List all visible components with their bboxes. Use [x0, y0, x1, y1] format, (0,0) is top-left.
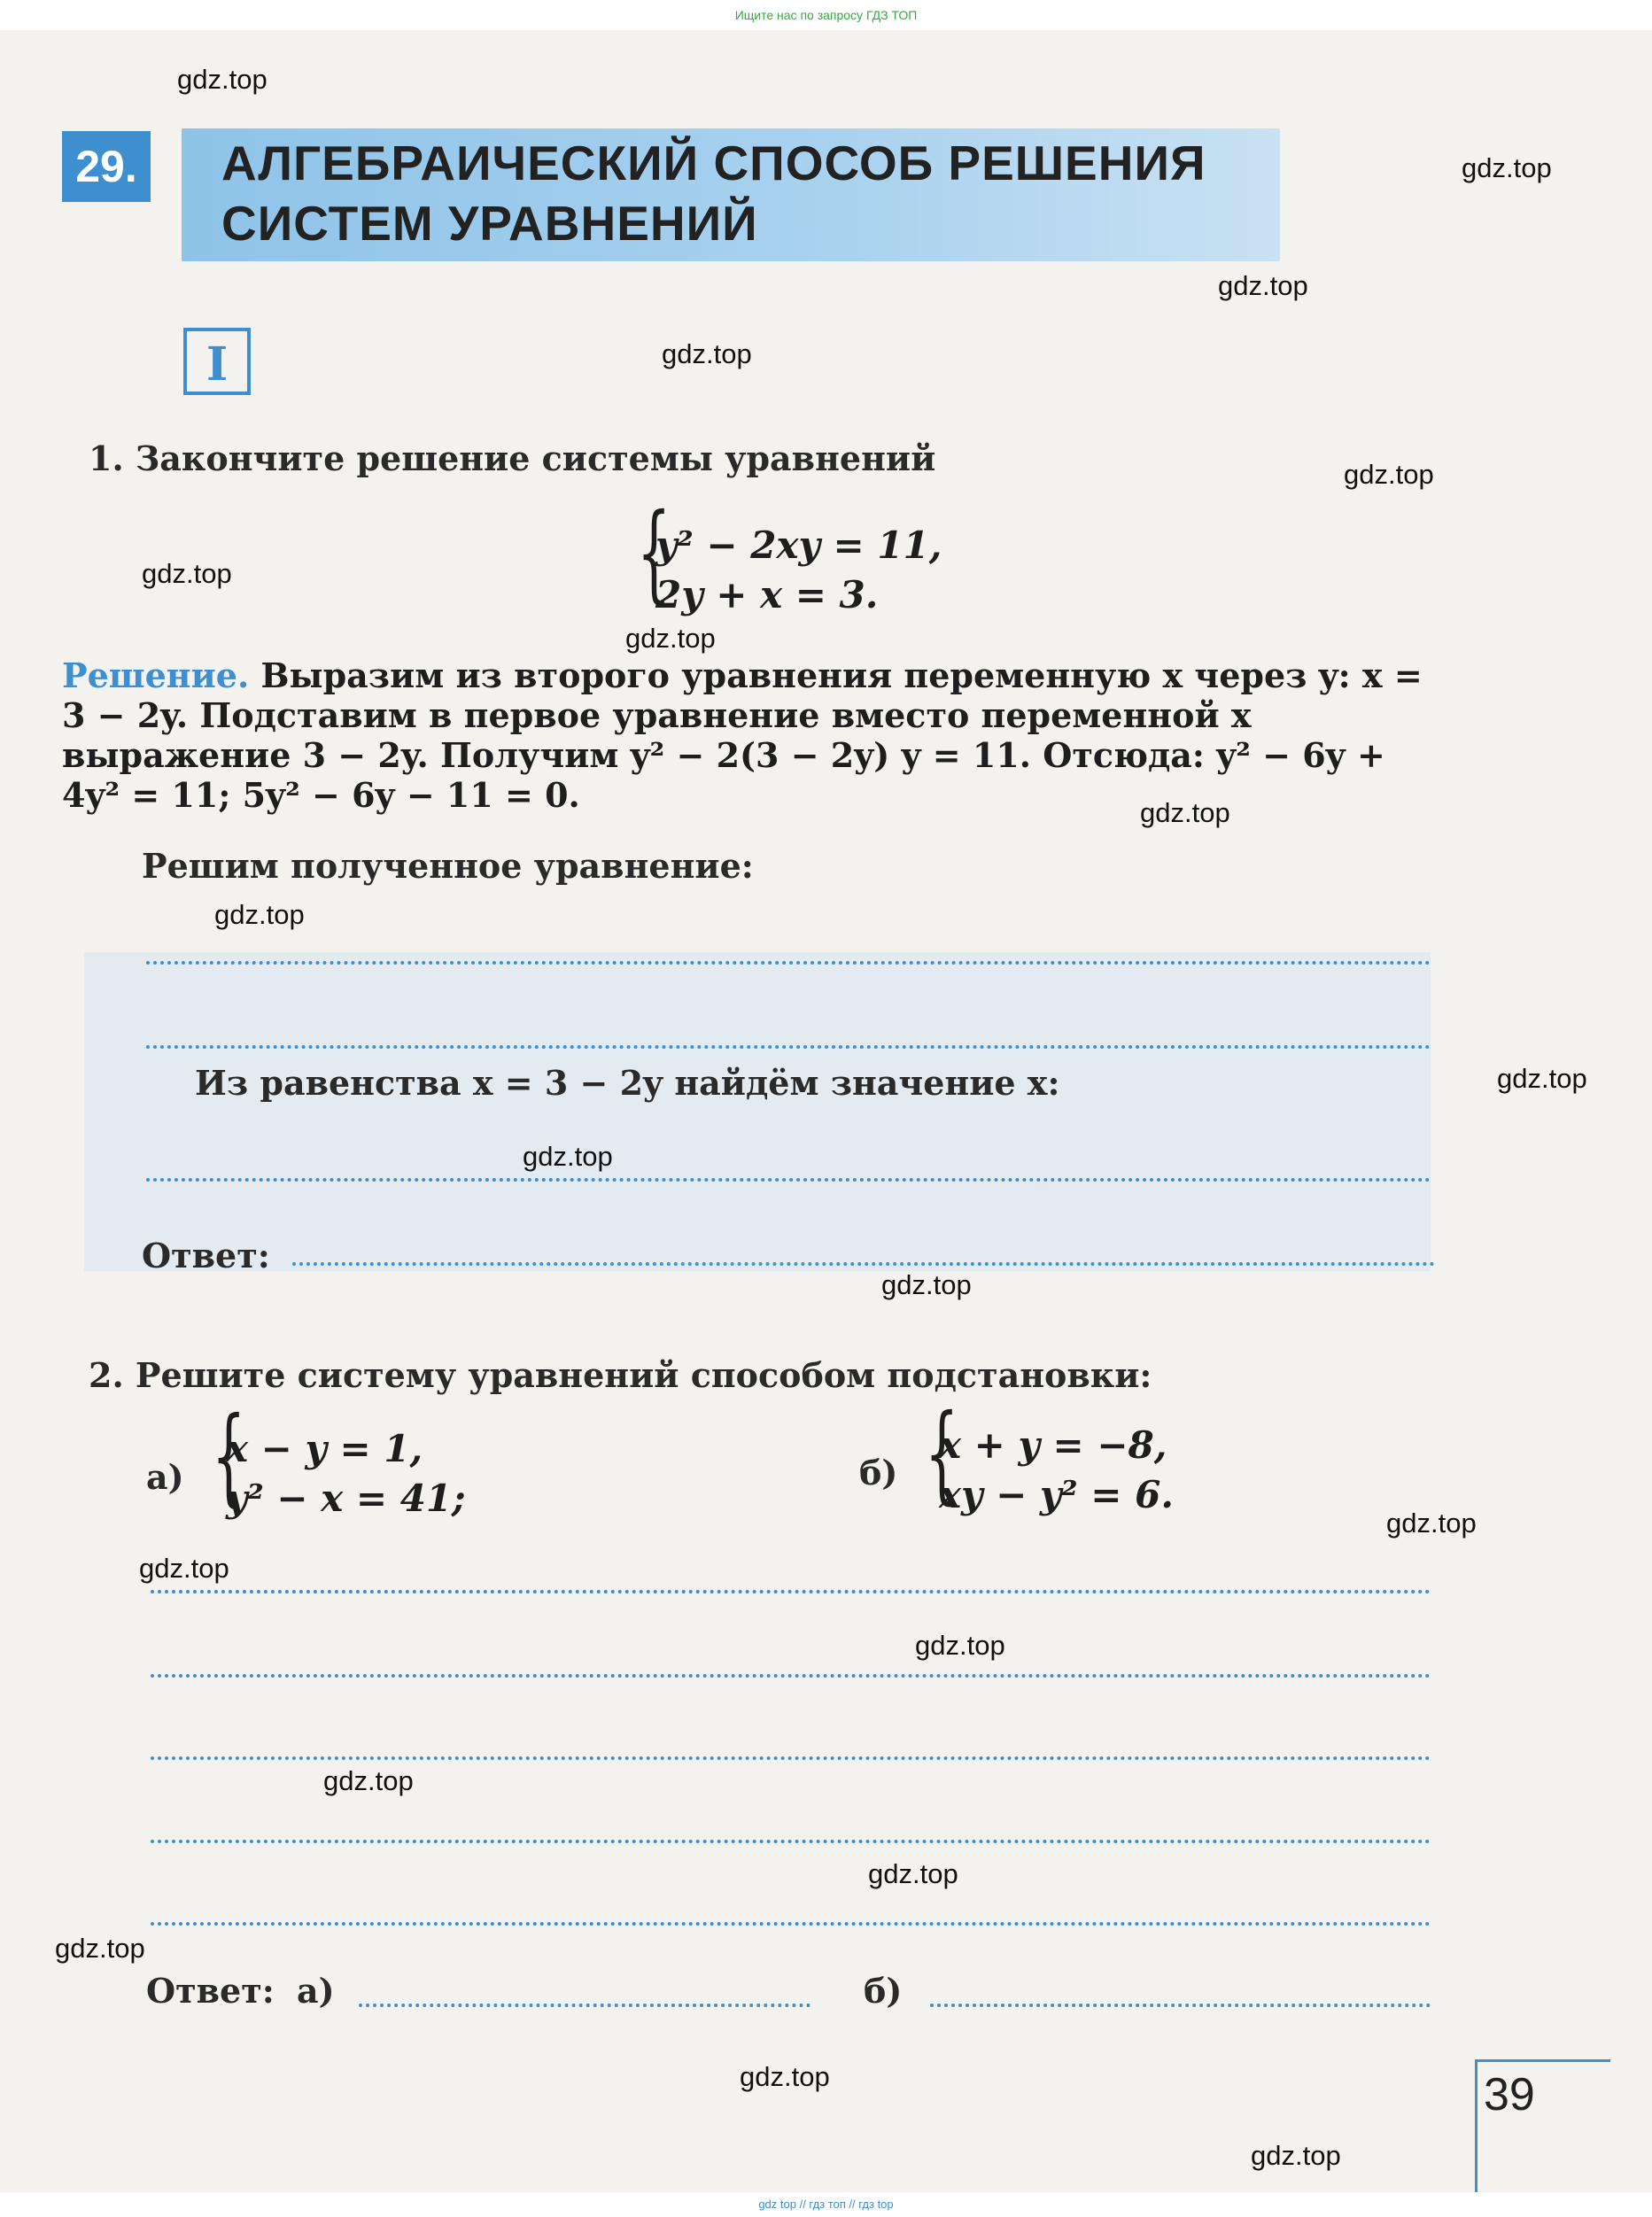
watermark: gdz.top [139, 1553, 229, 1584]
task1-answer-label: Ответ: [142, 1236, 270, 1275]
task2-answer-b-line[interactable] [930, 2004, 1431, 2007]
answer-area-band [84, 952, 1431, 1271]
task1-eq2: 2y + x = 3. [655, 573, 879, 616]
answer-line[interactable] [151, 1756, 1431, 1760]
watermark: gdz.top [214, 899, 305, 930]
task2-a-eq1: x − y = 1, [226, 1427, 423, 1470]
solution-label: Решение. [62, 655, 250, 695]
answer-line[interactable] [146, 961, 1431, 965]
watermark: gdz.top [323, 1765, 414, 1796]
watermark: gdz.top [740, 2061, 830, 2092]
brace-icon: { [637, 492, 671, 615]
watermark: gdz.top [142, 558, 232, 589]
watermark: gdz.top [1251, 2140, 1341, 2171]
find-x-prompt: Из равенства x = 3 − 2y найдём значение x: [195, 1063, 1060, 1103]
bleed-through-text [1311, 124, 1400, 159]
watermark: gdz.top [523, 1141, 613, 1172]
brace-icon: { [925, 1392, 959, 1515]
watermark: gdz.top [662, 338, 752, 369]
watermark: gdz.top [177, 64, 268, 95]
brace-icon: { [212, 1395, 246, 1518]
section-mark: I [183, 328, 251, 395]
footer: gdz top // гдз топ // гдз top [0, 2192, 1652, 2217]
watermark: gdz.top [1497, 1063, 1587, 1094]
watermark: gdz.top [868, 1858, 958, 1889]
top-banner: Ищите нас по запросу ГДЗ ТОП [0, 0, 1652, 30]
task2-answer-a-line[interactable] [359, 2004, 810, 2007]
task1-eq1: y² − 2xy = 11, [655, 523, 942, 567]
task2-system-b [855, 1392, 1298, 1532]
watermark: gdz.top [1218, 270, 1308, 301]
task2-answer-b-label: б) [864, 1971, 903, 2011]
answer-line[interactable] [151, 1590, 1431, 1593]
watermark: gdz.top [881, 1269, 972, 1300]
task1-system [629, 492, 1249, 629]
lesson-title [221, 133, 1206, 253]
task2-answer-a-label: а) [297, 1971, 335, 2011]
task2-system-a [142, 1395, 585, 1532]
answer-line[interactable] [151, 1840, 1431, 1843]
task2-b-eq1: x + y = −8, [939, 1423, 1167, 1467]
solution-text: Выразим из второго уравнения переменную x через y: x = 3 − 2y. Подставим в первое уравнение вместо переменной x выражение 3 − 2y. Получим y² − 2(3 − 2y) y = 11. Отсюда: y² − 6y + 4y² = 11; 5y² − 6y − 11 = 0. [62, 655, 1423, 815]
watermark: gdz.top [915, 1630, 1005, 1661]
task2-a-label: а) [146, 1457, 184, 1497]
page-number: 39 [1484, 2069, 1535, 2120]
task2-b-label: б) [859, 1453, 898, 1492]
watermark: gdz.top [1344, 459, 1434, 490]
answer-line[interactable] [146, 1178, 1431, 1182]
watermark: gdz.top [1386, 1508, 1477, 1539]
watermark: gdz.top [1462, 152, 1552, 183]
solve-prompt: Решим полученное уравнение: [142, 846, 754, 886]
lesson-title-line1: АЛГЕБРАИЧЕСКИЙ СПОСОБ РЕШЕНИЯ [221, 136, 1206, 190]
watermark: gdz.top [55, 1933, 145, 1964]
answer-line[interactable] [151, 1922, 1431, 1926]
lesson-title-line2: СИСТЕМ УРАВНЕНИЙ [221, 196, 758, 251]
task1-statement: 1. Закончите решение системы уравнений [89, 438, 936, 478]
task2-b-eq2: xy − y² = 6. [939, 1473, 1174, 1516]
watermark: gdz.top [1140, 797, 1230, 828]
task2-statement: 2. Решите систему уравнений способом подстановки: [89, 1355, 1152, 1395]
task2-answer-label: Ответ: [146, 1971, 275, 2011]
task2-a-eq2: y² − x = 41; [226, 1477, 466, 1520]
watermark: gdz.top [625, 623, 716, 654]
answer-line[interactable] [151, 1674, 1431, 1678]
answer-line[interactable] [146, 1045, 1431, 1049]
task1-answer-line[interactable] [292, 1262, 1435, 1266]
lesson-number: 29. [62, 131, 151, 202]
task1-solution [62, 655, 1444, 815]
